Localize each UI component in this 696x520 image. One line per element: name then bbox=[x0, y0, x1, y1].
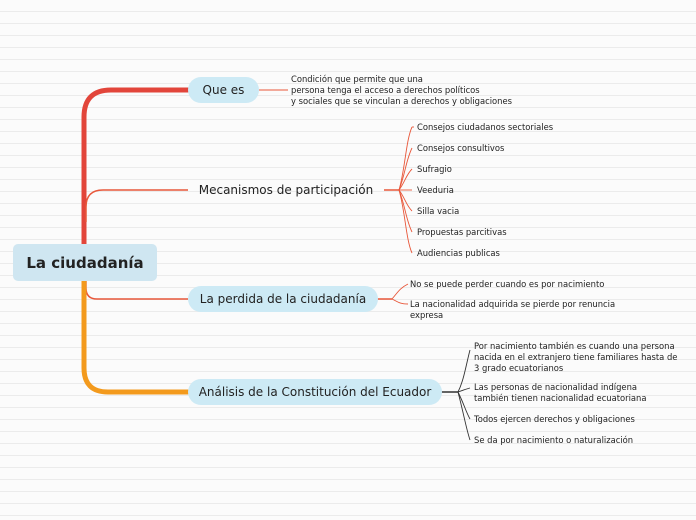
trunk-lower bbox=[84, 263, 188, 392]
leaf-propuestas[interactable]: Propuestas parcitivas bbox=[417, 227, 507, 237]
topic-perdida[interactable] bbox=[188, 286, 378, 312]
trunk-upper bbox=[84, 90, 188, 263]
leaf-silla-vacia[interactable]: Silla vacia bbox=[417, 206, 460, 216]
leaf-derechos-obligaciones[interactable]: Todos ejercen derechos y obligaciones bbox=[474, 414, 635, 424]
root-label: La ciudadanía bbox=[26, 253, 144, 272]
leaf-sufragio[interactable]: Sufragio bbox=[417, 164, 452, 174]
perdida-fan bbox=[377, 284, 408, 304]
topic-label: Análisis de la Constitución del Ecuador bbox=[198, 385, 432, 399]
topic-mecanismos[interactable] bbox=[194, 177, 378, 203]
mecanismos-fan bbox=[384, 127, 414, 253]
topic-label: Que es bbox=[202, 83, 245, 97]
topic-label: Mecanismos de participación bbox=[198, 183, 374, 197]
leaf-consejos-consultivos[interactable]: Consejos consultivos bbox=[417, 143, 505, 153]
leaf-nacionalidad-adquirida[interactable]: La nacionalidad adquirida se pierde por renuncia expresa bbox=[410, 299, 616, 320]
analisis-fan bbox=[441, 350, 470, 440]
leaf-veeduria[interactable]: Veeduria bbox=[417, 185, 454, 195]
leaf-nacimiento-naturalizacion[interactable]: Se da por nacimiento o naturalización bbox=[474, 435, 634, 445]
topic-que-es[interactable] bbox=[188, 77, 259, 103]
trunk-branch-mecanismos bbox=[86, 190, 188, 222]
leaf-consejos-sectoriales[interactable]: Consejos ciudadanos sectoriales bbox=[417, 122, 554, 132]
leaf-que-es-definition[interactable]: Condición que permite que una persona tenga el acceso a derechos políticos y sociales que se vinculan a derechos y obligaciones bbox=[291, 74, 513, 106]
leaf-audiencias[interactable]: Audiencias publicas bbox=[417, 248, 500, 258]
leaf-nacionalidad-indigena[interactable]: Las personas de nacionalidad indígena también tienen nacionalidad ecuatoriana bbox=[474, 382, 647, 403]
root-node[interactable] bbox=[13, 244, 157, 281]
leaf-no-se-puede-perder[interactable]: No se puede perder cuando es por nacimiento bbox=[410, 279, 605, 289]
leaf-por-nacimiento-extranjero[interactable]: Por nacimiento también es cuando una persona nacida en el extranjero tiene familiares hasta de 3 grado ecuatorianos bbox=[474, 341, 678, 373]
topic-analisis[interactable] bbox=[188, 379, 442, 405]
topic-label: La perdida de la ciudadanía bbox=[199, 292, 367, 306]
